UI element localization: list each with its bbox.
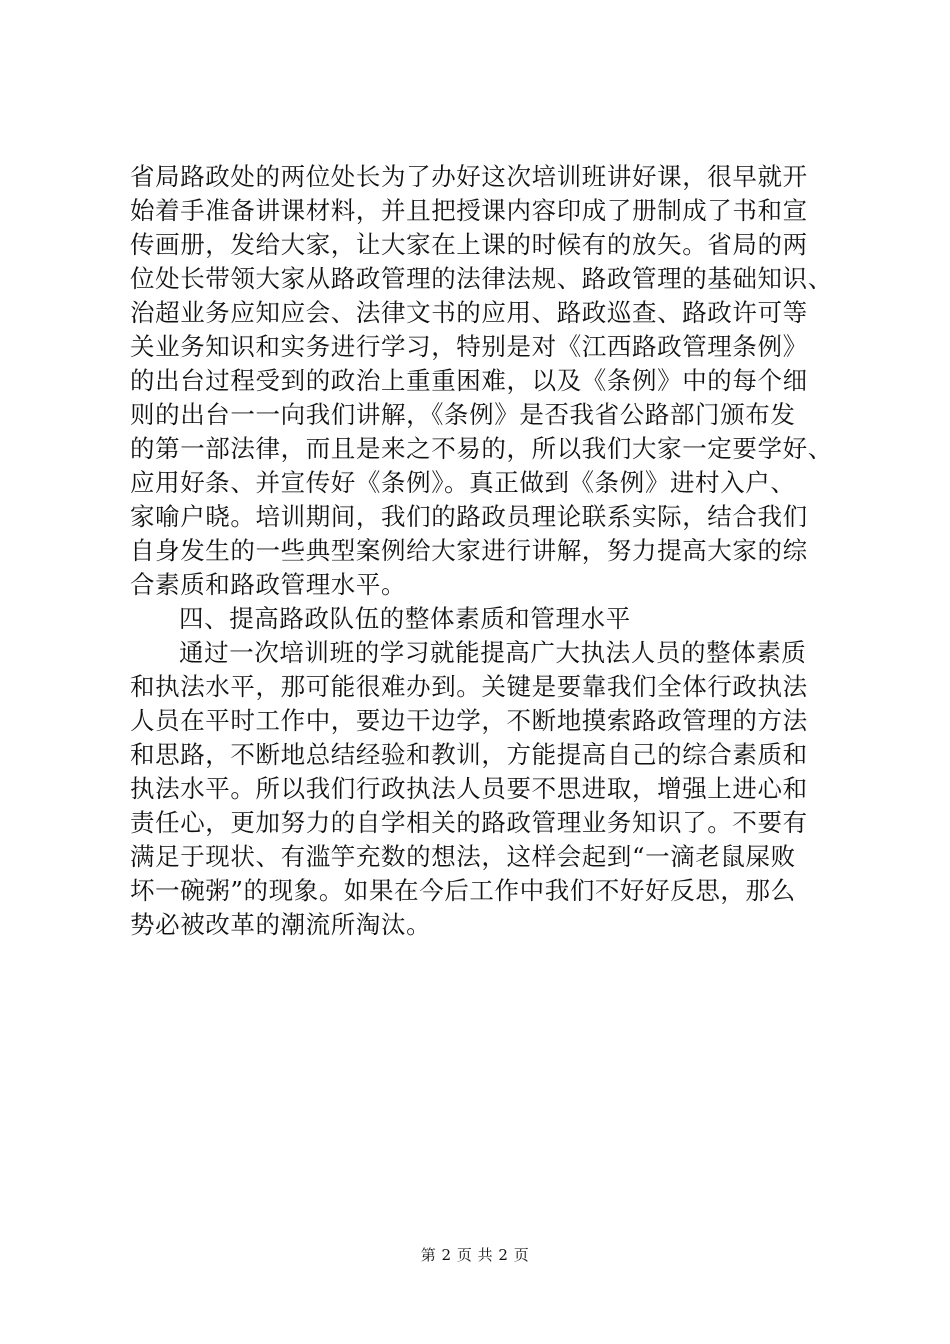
page-number-footer: 第 2 页 共 2 页 — [420, 1246, 530, 1264]
paragraph-line: 应用好条、并宣传好《条例》。真正做到《条例》进村入户、 — [130, 468, 796, 497]
paragraph-line: 治超业务应知应会、法律文书的应用、路政巡查、路政许可等 — [130, 298, 808, 327]
paragraph-line: 省局路政处的两位处长为了办好这次培训班讲好课，很早就开 — [130, 162, 808, 191]
paragraph-line: 家喻户晓。培训期间，我们的路政员理论联系实际，结合我们 — [130, 502, 808, 531]
paragraph-line: 和执法水平，那可能很难办到。关键是要靠我们全体行政执法 — [130, 672, 808, 701]
paragraph-line: 合素质和路政管理水平。 — [130, 570, 407, 599]
paragraph-line: 势必被改革的潮流所淘汰。 — [130, 910, 432, 939]
paragraph-line: 位处长带领大家从路政管理的法律法规、路政管理的基础知识、 — [130, 264, 833, 293]
paragraph-line: 人员在平时工作中，要边干边学，不断地摸索路政管理的方法 — [130, 706, 808, 735]
paragraph-line: 始着手准备讲课材料，并且把授课内容印成了册制成了书和宣 — [130, 196, 808, 225]
paragraph-line: 坏一碗粥”的现象。如果在今后工作中我们不好好反思，那么 — [130, 876, 796, 905]
paragraph-line: 传画册，发给大家，让大家在上课的时候有的放矢。省局的两 — [130, 230, 808, 259]
paragraph-line: 关业务知识和实务进行学习，特别是对《江西路政管理条例》 — [130, 332, 808, 361]
paragraph-line: 通过一次培训班的学习就能提高广大执法人员的整体素质 — [179, 638, 807, 667]
paragraph-1 — [130, 160, 850, 602]
document-body — [130, 160, 850, 942]
paragraph-line: 的第一部法律，而且是来之不易的，所以我们大家一定要学好、 — [130, 434, 833, 463]
paragraph-line: 执法水平。所以我们行政执法人员要不思进取，增强上进心和 — [130, 774, 808, 803]
paragraph-line: 责任心，更加努力的自学相关的路政管理业务知识了。不要有 — [130, 808, 808, 837]
paragraph-2 — [130, 636, 850, 942]
section-heading: 四、提高路政队伍的整体素质和管理水平 — [179, 604, 631, 633]
paragraph-line: 自身发生的一些典型案例给大家进行讲解，努力提高大家的综 — [130, 536, 808, 565]
paragraph-line: 满足于现状、有滥竽充数的想法，这样会起到“一滴老鼠屎败 — [130, 842, 796, 871]
paragraph-line: 则的出台一一向我们讲解，《条例》是否我省公路部门颁布发 — [130, 400, 796, 429]
paragraph-line: 的出台过程受到的政治上重重困难，以及《条例》中的每个细 — [130, 366, 808, 395]
paragraph-line: 和思路，不断地总结经验和教训，方能提高自己的综合素质和 — [130, 740, 808, 769]
